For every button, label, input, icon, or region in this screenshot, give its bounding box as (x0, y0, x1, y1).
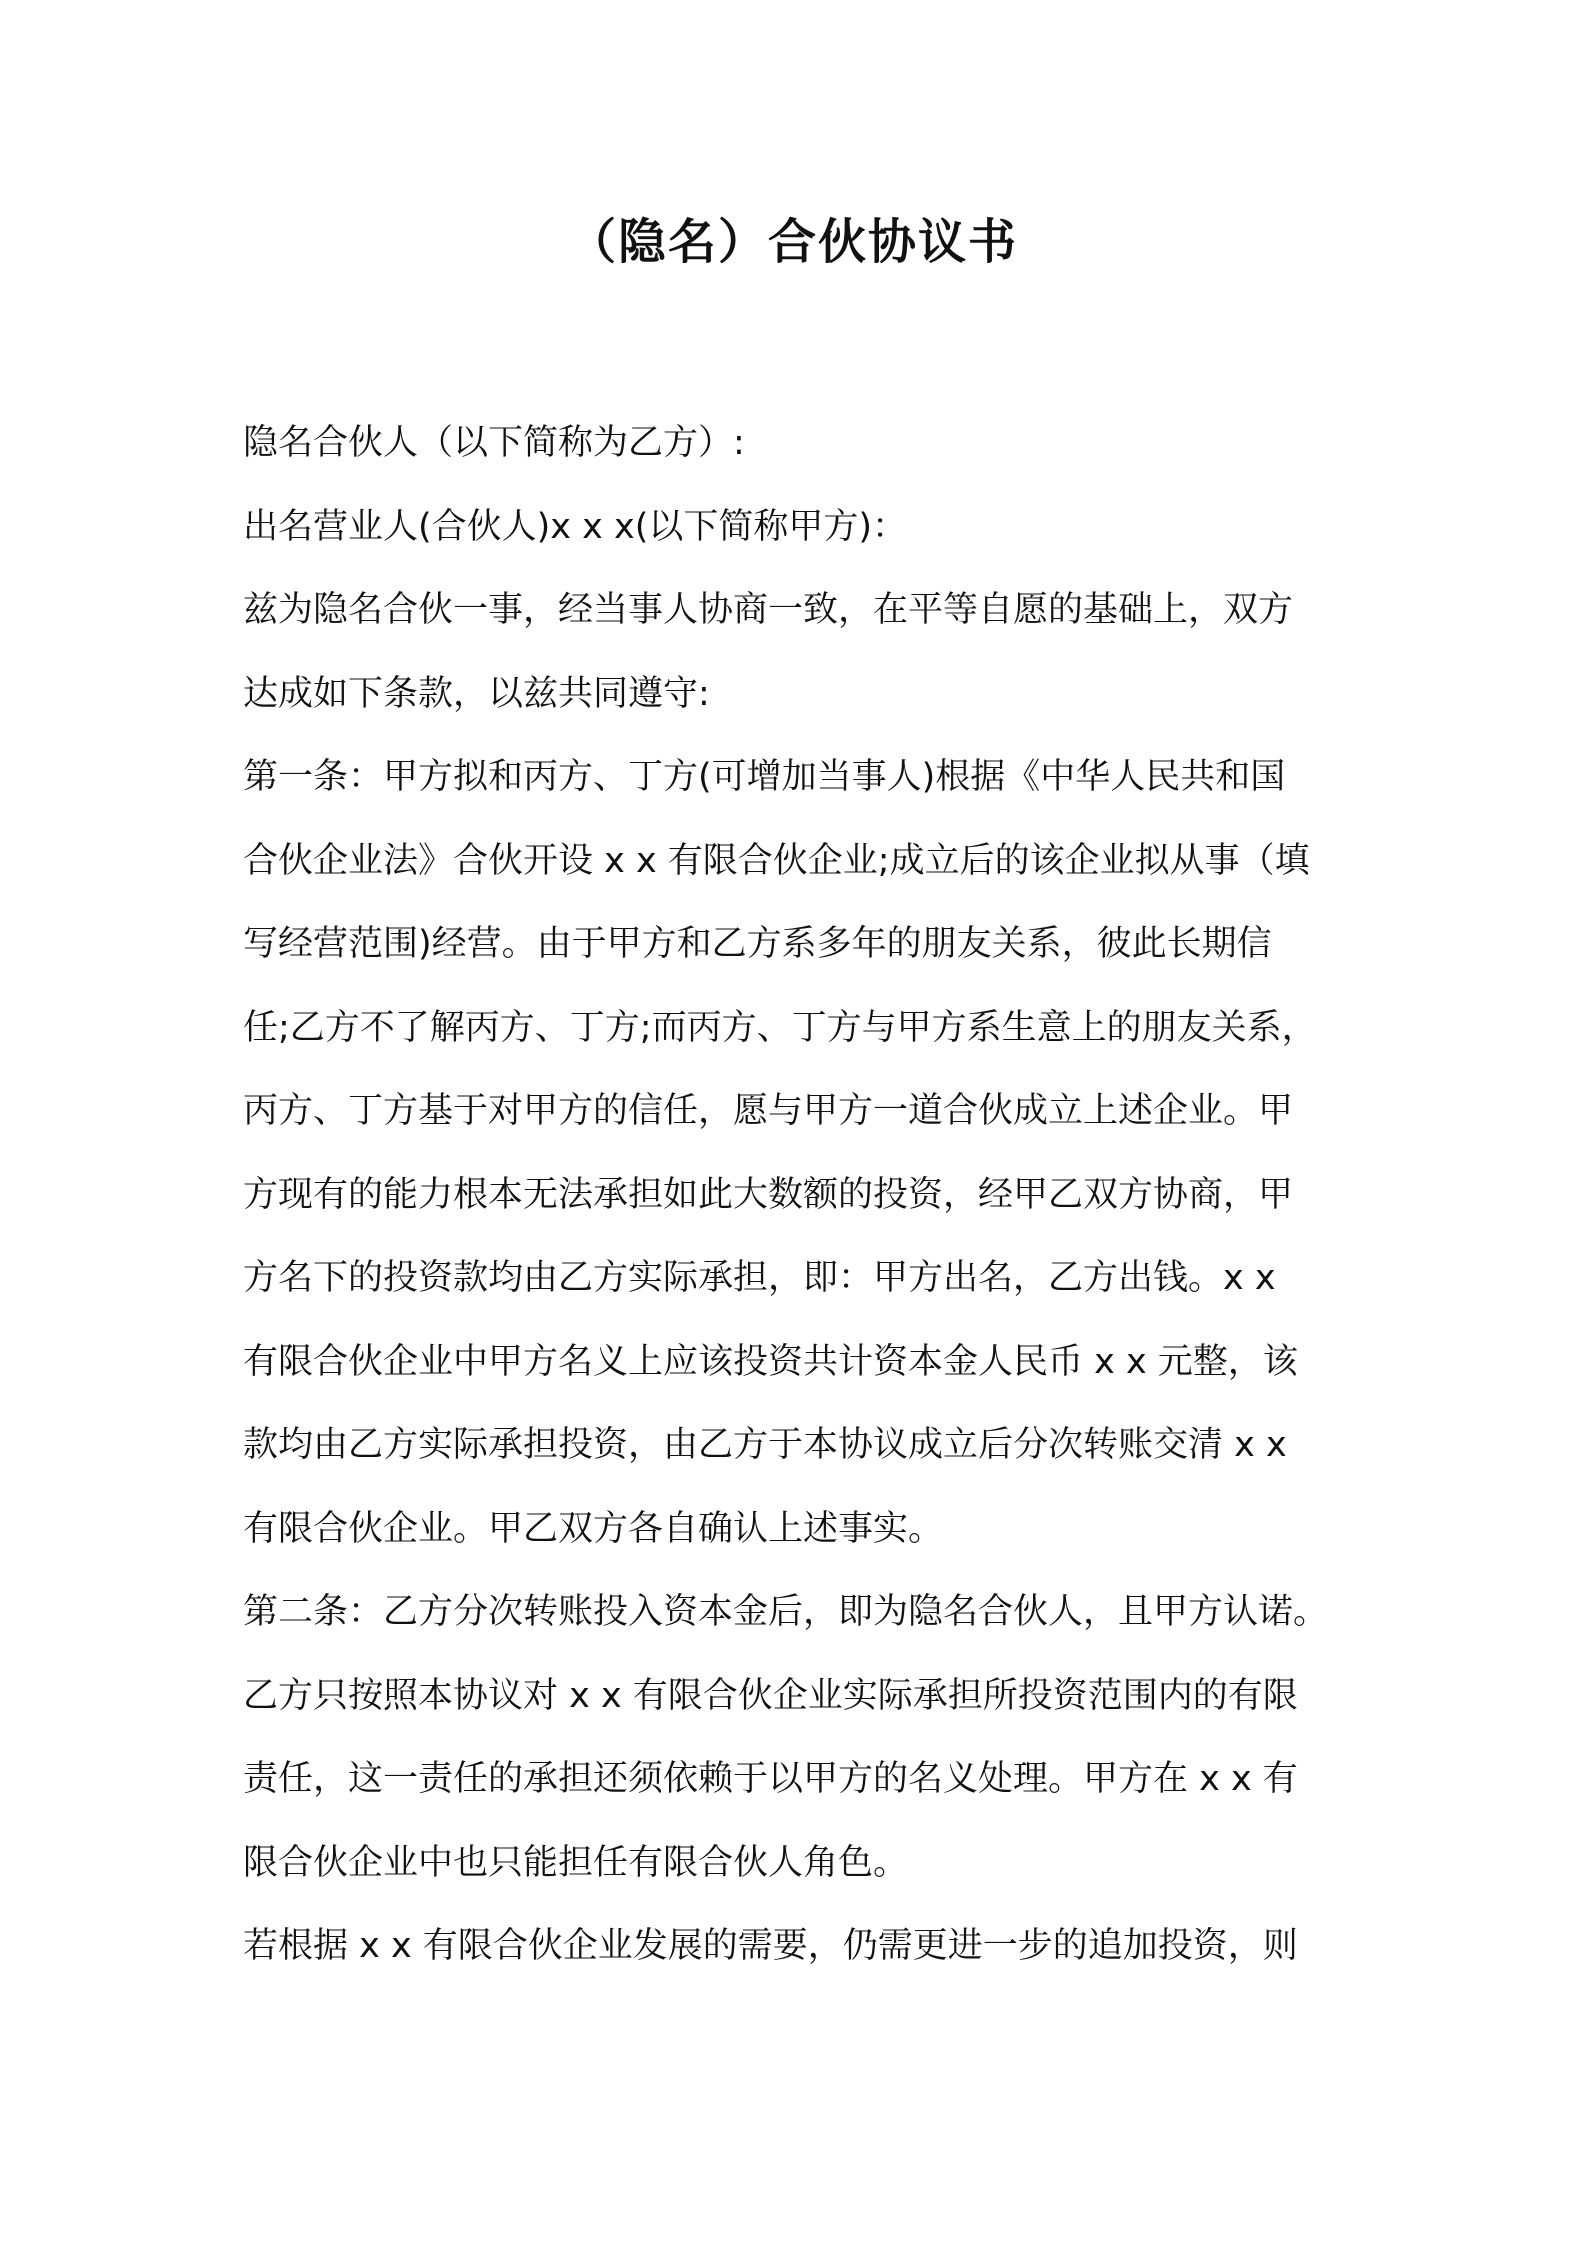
body-line: 合伙企业法》合伙开设 x x 有限合伙企业;成立后的该企业拟从事（填 (243, 840, 1310, 881)
body-line: 乙方只按照本协议对 x x 有限合伙企业实际承担所投资范围内的有限 (243, 1675, 1298, 1716)
body-line: 达成如下条款，以兹共同遵守: (243, 673, 710, 714)
body-line: 兹为隐名合伙一事，经当事人协商一致，在平等自愿的基础上，双方 (243, 590, 1294, 630)
body-line: 隐名合伙人（以下简称为乙方）: (243, 423, 745, 463)
body-line: 第二条：乙方分次转账投入资本金后，即为隐名合伙人，且甲方认诺。 (243, 1592, 1329, 1632)
body-line: 有限合伙企业中甲方名义上应该投资共计资本金人民币 x x 元整，该 (243, 1341, 1298, 1382)
body-line: 第一条：甲方拟和丙方、丁方(可增加当事人)根据《中华人民共和国 (243, 757, 1286, 797)
document-title: （隐名）合伙协议书 (567, 214, 1018, 270)
body-line: 若根据 x x 有限合伙企业发展的需要，仍需更进一步的追加投资，则 (243, 1926, 1298, 1966)
body-line: 出名营业人(合伙人)x x x(以下简称甲方)： (243, 506, 908, 547)
body-line: 方现有的能力根本无法承担如此大数额的投资，经甲乙双方协商，甲 (243, 1174, 1294, 1215)
body-line: 任;乙方不了解丙方、丁方;而丙方、丁方与甲方系生意上的朋友关系， (243, 1007, 1317, 1048)
body-line: 方名下的投资款均由乙方实际承担，即：甲方出名，乙方出钱。x x (243, 1258, 1276, 1298)
document-body (243, 402, 1355, 1989)
body-line: 写经营范围)经营。由于甲方和乙方系多年的朋友关系，彼此长期信 (243, 924, 1272, 964)
body-line: 丙方、丁方基于对甲方的信任，愿与甲方一道合伙成立上述企业。甲 (243, 1091, 1294, 1131)
body-line: 有限合伙企业。甲乙双方各自确认上述事实。 (243, 1508, 944, 1549)
body-line: 款均由乙方实际承担投资，由乙方于本协议成立后分次转账交清 x x (243, 1425, 1287, 1465)
body-line: 限合伙企业中也只能担任有限合伙人角色。 (243, 1842, 909, 1883)
body-line: 责任，这一责任的承担还须依赖于以甲方的名义处理。甲方在 x x 有 (243, 1759, 1298, 1799)
